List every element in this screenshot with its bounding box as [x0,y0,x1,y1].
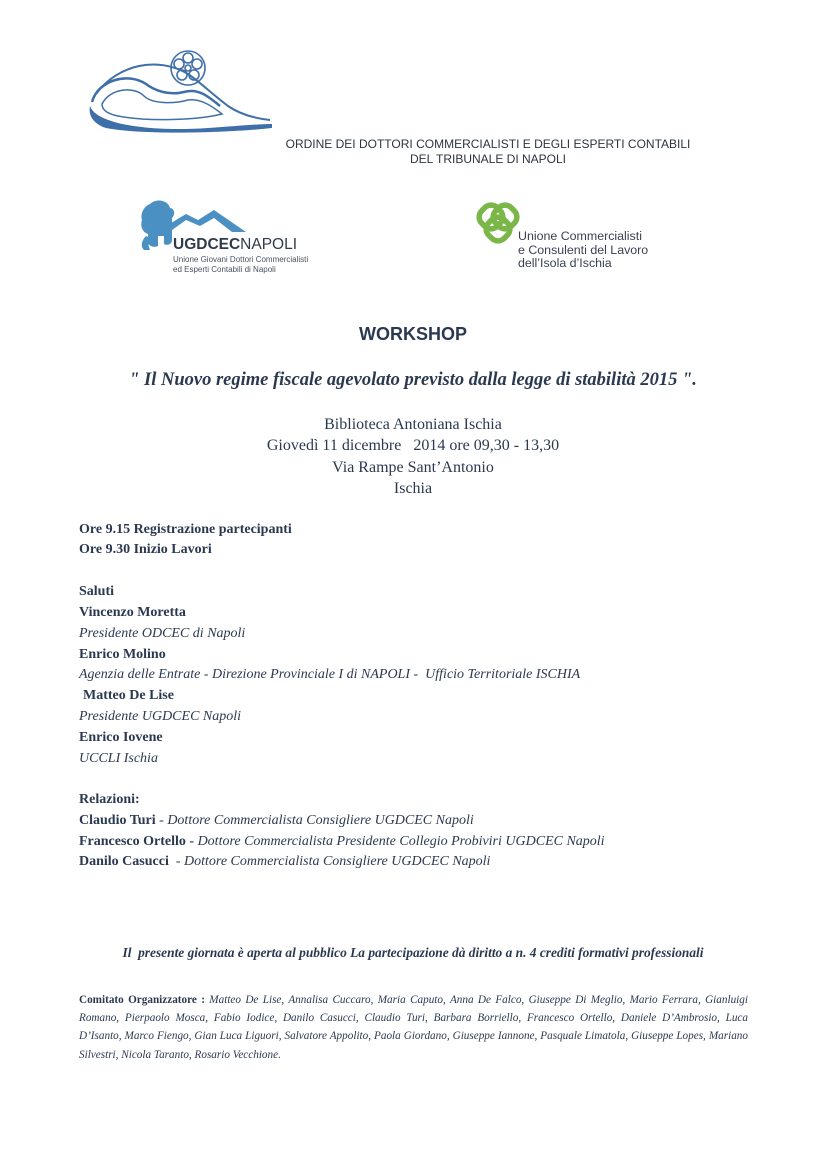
order-line-1: ORDINE DEI DOTTORI COMMERCIALISTI E DEGLI ESPERTI CONTABILI [285,137,691,151]
ugdcec-logo [136,196,326,282]
public-notice: Il presente giornata è aperta al pubblico La partecipazione dà diritto a n. 4 crediti formativi professionali [122,945,704,960]
odcec-logo [88,44,274,136]
schedule-start: Ore 9.30 Inizio Lavori [79,542,212,557]
speaker-role: - Dottore Commercialista Consigliere UGDCEC Napoli [168,854,491,869]
venue-name: Biblioteca Antoniana Ischia [324,416,502,433]
speaker-name: Claudio Turi [79,813,156,828]
uccli-logo [474,200,684,270]
greeting-name: Vincenzo Moretta [79,605,186,620]
order-name [250,137,726,167]
venue-city: Ischia [393,479,433,497]
committee-label: Comitato Organizzatore : [79,994,205,1006]
uccli-line-3: dell’Isola d’Ischia [518,256,612,271]
ugdcec-wordmark [173,236,297,254]
greeting-name: Enrico Molino [79,647,166,662]
greeting-role: Presidente ODCEC di Napoli [79,626,246,641]
greeting-role: Agenzia delle Entrate - Direzione Provinciale I di NAPOLI - Ufficio Territoriale ISCHIA [79,667,581,682]
ugdcec-subtitle-1: Unione Giovani Dottori Commercialisti [173,255,309,264]
uccli-line-2: e Consulenti del Lavoro [518,242,649,257]
organizing-committee [79,991,748,1064]
ugdcec-subtitle [173,255,308,275]
ugdcec-wordmark-bold: UGDCEC [173,236,241,253]
speaker-name: Francesco Ortello - [79,834,195,849]
speaker-role: Dottore Commercialista Presidente Collegio Probiviri UGDCEC Napoli [194,834,605,849]
speaker-line [79,811,474,832]
event-venue-block [0,414,826,499]
greeting-role: UCCLI Ischia [79,751,158,766]
speaker-role: - Dottore Commercialista Consigliere UGDCEC Napoli [155,813,474,828]
event-datetime: Giovedì 11 dicembre 2014 ore 09,30 - 13,30 [266,437,560,455]
speaker-name: Danilo Casucci [79,854,169,869]
order-line-2: DEL TRIBUNALE DI NAPOLI [409,152,567,166]
ugdcec-wordmark-light: NAPOLI [240,236,298,253]
event-title: " Il Nuovo regime fiscale agevolato previsto dalla legge di stabilità 2015 ". [129,370,697,390]
greeting-name: Matteo De Lise [83,688,174,703]
committee-members: Matteo De Lise, Annalisa Cuccaro, Maria Caputo, Anna De Falco, Giuseppe Di Meglio, Mario Ferrara, Gianluigi Romano, Pierpaolo Mosca, Fabio Iodice, Danilo Casucci, Claudio Turi, Barbara Borriello, Francesco Ortello, Daniele D’Ambrosio, Luca D’Isanto, Marco Fiengo, Gian Luca Liguori, Salvatore Appolito, Paola Giordano, Giuseppe Iannone, Pasquale Limatola, Giuseppe Lopes, Mariano Silvestri, Nicola Taranto, Rosario Vecchione. [79,994,748,1061]
greeting-role: Presidente UGDCEC Napoli [79,709,242,724]
greeting-name: Enrico Iovene [79,730,163,745]
workshop-title: WORKSHOP [359,324,467,344]
speaker-line [79,852,490,873]
venue-address: Via Rampe Sant’Antonio [332,458,494,476]
ugdcec-subtitle-2: ed Esperti Contabili di Napoli [173,265,276,274]
uccli-wordmark [518,230,648,271]
speaker-line [79,832,605,853]
talks-heading: Relazioni: [79,792,140,807]
greetings-heading: Saluti [79,584,115,599]
schedule-registration: Ore 9.15 Registrazione partecipanti [79,522,292,537]
uccli-line-1: Unione Commercialisti [518,229,642,243]
